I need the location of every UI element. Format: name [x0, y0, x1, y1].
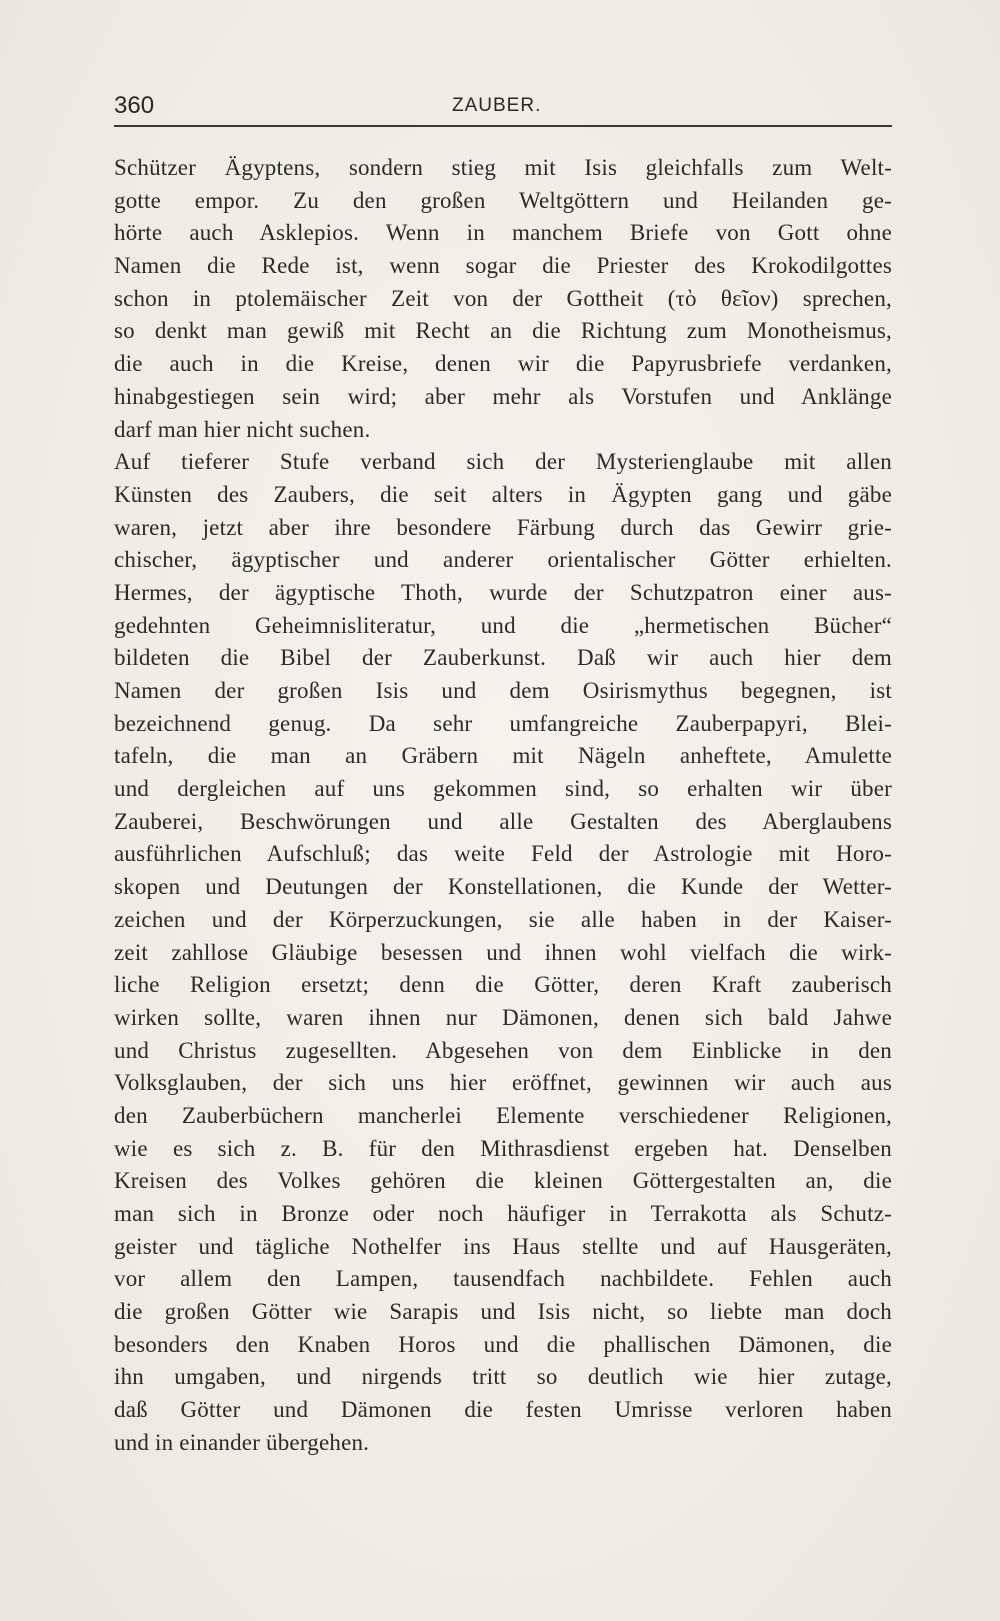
text-line: zeichen und der Körperzuckungen, sie alle haben in der Kaiser- [114, 906, 892, 932]
paragraph-end-line: und in einander übergehen. [114, 1429, 370, 1455]
text-line: Hermes, der ägyptische Thoth, wurde der Schutzpatron einer aus- [114, 579, 892, 605]
body-text [114, 152, 892, 1460]
text-line: bezeichnend genug. Da sehr umfangreiche Zauberpapyri, Blei- [114, 710, 892, 736]
text-line: zeit zahllose Gläubige besessen und ihnen wohl vielfach die wirk- [114, 939, 892, 965]
text-line: chischer, ägyptischer und anderer orientalischer Götter erhielten. [114, 547, 892, 573]
text-line: waren, jetzt aber ihre besondere Färbung durch das Gewirr grie- [114, 514, 892, 540]
header-rule [114, 125, 892, 127]
text-line: hörte auch Asklepios. Wenn in manchem Briefe von Gott ohne [114, 220, 892, 246]
text-line: tafeln, die man an Gräbern mit Nägeln anheftete, Amulette [114, 743, 892, 769]
text-line: wirken sollte, waren ihnen nur Dämonen, denen sich bald Jahwe [114, 1004, 892, 1030]
paragraph-end-line: darf man hier nicht suchen. [114, 416, 371, 442]
text-line: die großen Götter wie Sarapis und Isis nicht, so liebte man doch [114, 1299, 892, 1325]
text-line: Kreisen des Volkes gehören die kleinen Göttergestalten an, die [114, 1168, 892, 1194]
text-line: hinabgestiegen sein wird; aber mehr als Vorstufen und Anklänge [114, 383, 892, 409]
text-line: Schützer Ägyptens, sondern stieg mit Isis gleichfalls zum Welt- [114, 155, 892, 180]
text-line: ihn umgaben, und nirgends tritt so deutlich wie hier zutage, [114, 1364, 892, 1390]
text-line: ausführlichen Aufschluß; das weite Feld der Astrologie mit Horo- [114, 841, 892, 867]
text-line: Volksglauben, der sich uns hier eröffnet, gewinnen wir auch aus [114, 1070, 892, 1096]
page-number: 360 [114, 92, 155, 119]
text-line: und Christus zugesellten. Abgesehen von dem Einblicke in den [114, 1037, 892, 1063]
running-title: ZAUBER. [452, 95, 542, 116]
text-line: geister und tägliche Nothelfer ins Haus stellte und auf Hausgeräten, [114, 1233, 892, 1259]
text-line: und dergleichen auf uns gekommen sind, so erhalten wir über [114, 776, 892, 802]
text-line: vor allem den Lampen, tausendfach nachbildete. Fehlen auch [114, 1266, 892, 1292]
text-line: gotte empor. Zu den großen Weltgöttern und Heilanden ge- [114, 187, 892, 213]
text-line: schon in ptolemäischer Zeit von der Gottheit (τὸ θεῖον) sprechen, [114, 285, 892, 311]
text-line: bildeten die Bibel der Zauberkunst. Daß wir auch hier dem [114, 645, 892, 671]
text-line: Zauberei, Beschwörungen und alle Gestalten des Aberglaubens [114, 808, 892, 834]
text-line: wie es sich z. B. für den Mithrasdienst ergeben hat. Denselben [114, 1135, 892, 1161]
text-line: so denkt man gewiß mit Recht an die Richtung zum Monotheismus, [114, 318, 892, 344]
page-header [114, 92, 892, 126]
text-line: besonders den Knaben Horos und die phallischen Dämonen, die [114, 1331, 892, 1357]
text-line: liche Religion ersetzt; denn die Götter, deren Kraft zauberisch [114, 972, 892, 998]
text-line: Namen der großen Isis und dem Osirismythus begegnen, ist [114, 678, 892, 703]
paragraph-start-line: Auf tieferer Stufe verband sich der Mysterienglaube mit allen [114, 449, 892, 475]
text-line: Namen die Rede ist, wenn sogar die Priester des Krokodilgottes [114, 253, 892, 279]
text-line: daß Götter und Dämonen die festen Umrisse verloren haben [114, 1397, 892, 1423]
text-line: gedehnten Geheimnisliteratur, und die „hermetischen Bücher“ [114, 612, 892, 638]
text-line: man sich in Bronze oder noch häufiger in Terrakotta als Schutz- [114, 1201, 892, 1226]
text-line: Künsten des Zaubers, die seit alters in Ägypten gang und gäbe [114, 481, 892, 507]
text-line: den Zauberbüchern mancherlei Elemente verschiedener Religionen, [114, 1102, 892, 1128]
text-line: skopen und Deutungen der Konstellationen, die Kunde der Wetter- [114, 874, 892, 900]
text-line: die auch in die Kreise, denen wir die Papyrusbriefe verdanken, [114, 351, 892, 377]
